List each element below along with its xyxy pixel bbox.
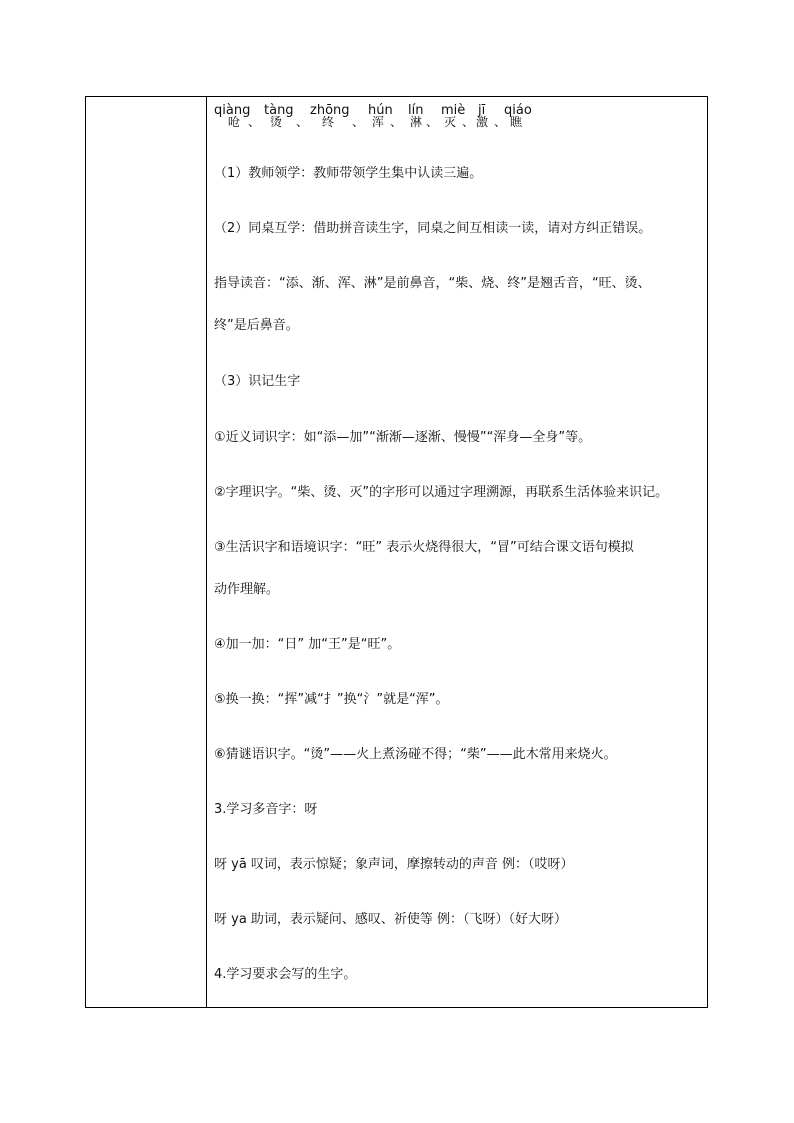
polyphonic-ya-neutral-tone: 呀 ya 助词，表示疑问、感叹、祈使等 例：（飞呀）（好大呀） [214,912,568,927]
method-context-line-2: 动作理解。 [214,582,280,597]
pinyin-label: lín [408,103,424,118]
method-context-line-1: ③生活识字和语境识字：“旺” 表示火烧得很大，“冒”可结合课文语句模拟 [214,540,634,555]
separator: 、 [352,115,365,129]
pinyin-label: tàng [264,103,294,118]
pinyin-annotated-characters [214,104,704,130]
pinyin-label: miè [441,103,466,118]
chinese-character: 灭 [444,115,457,129]
separator: 、 [248,115,261,129]
step-teacher-led-reading: （1）教师领学：教师带领学生集中认读三遍。 [214,166,483,181]
method-add-components: ④加一加：“日” 加“王”是“旺”。 [214,637,401,652]
pinyin-label: qiàng [214,103,251,118]
pronunciation-guidance-line-2: 终”是后鼻音。 [214,318,299,333]
separator: 、 [426,115,439,129]
pinyin-label: qiáo [504,103,532,118]
step-memorize-characters: （3）识记生字 [214,374,301,389]
chinese-character: 淋 [410,115,423,129]
polyphonic-ya-first-tone: 呀 yā 叹词，表示惊疑；象声词，摩擦转动的声音 例：（哎呀） [214,857,574,872]
chinese-character: 终 [322,115,335,129]
pinyin-label: zhōng [310,103,350,118]
chinese-character: 激 [476,115,489,129]
chinese-character: 烫 [270,115,283,129]
polyphonic-heading: 3.学习多音字：呀 [214,802,318,817]
separator: 、 [462,115,475,129]
pronunciation-guidance-line-1: 指导读音：“添、渐、浑、淋”是前鼻音，“柴、烧、终”是翘舌音，“旺、烫、 [214,276,651,291]
writing-characters-heading: 4.学习要求会写的生字。 [214,967,357,982]
separator: 、 [494,115,507,129]
chinese-character: 瞧 [510,115,523,129]
separator: 、 [390,115,403,129]
chinese-character: 呛 [228,115,241,129]
method-character-origin: ②字理识字。“柴、烫、灭”的字形可以通过字理溯源，再联系生活体验来识记。 [214,485,669,500]
separator: 、 [296,115,309,129]
pinyin-label: hún [368,103,393,118]
chinese-character: 浑 [372,115,385,129]
pinyin-label: jī [478,103,486,118]
method-swap-radical: ⑤换一换：“挥”减“扌”换“氵”就是“浑”。 [214,692,449,707]
method-riddles: ⑥猜谜语识字。“烫”——火上煮汤碰不得；“柴”——此木常用来烧火。 [214,747,617,762]
method-synonyms: ①近义词识字：如“添—加”“渐渐—逐渐、慢慢”“浑身—全身”等。 [214,430,592,445]
table-column-divider [206,96,207,1008]
step-peer-reading: （2）同桌互学：借助拼音读生字，同桌之间互相读一读，请对方纠正错误。 [214,221,652,236]
